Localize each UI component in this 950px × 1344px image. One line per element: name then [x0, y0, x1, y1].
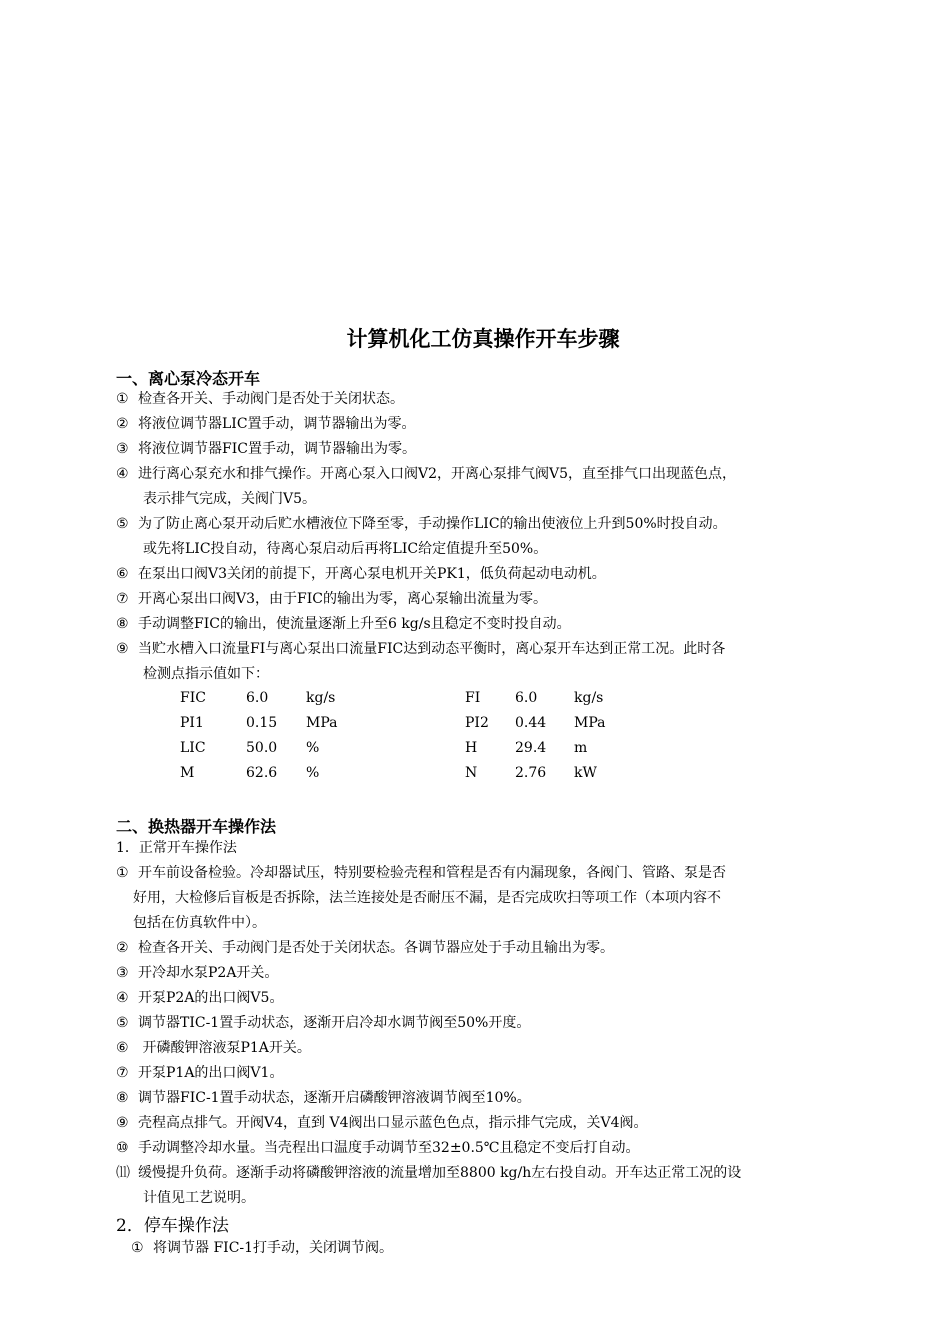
step-number: ⑥	[116, 1040, 129, 1056]
section1-heading: 一、离心泵冷态开车	[116, 369, 261, 388]
s2-step-9	[116, 1113, 648, 1133]
indicator-name: LIC	[180, 740, 206, 756]
indicator-unit: MPa	[574, 715, 606, 731]
step-text: 检查各开关、手动阀门是否处于关闭状态。各调节器应处于手动且输出为零。	[138, 940, 614, 956]
indicator-value: 0.15	[246, 715, 278, 731]
s1-step-4-continuation: 表示排气完成，关阀门V5。	[143, 491, 317, 507]
indicator-name: PI2	[465, 715, 489, 731]
indicator-name: H	[465, 740, 478, 756]
s2-step-8	[116, 1088, 531, 1108]
indicator-unit: %	[306, 765, 320, 781]
step-number: ⑨	[116, 641, 129, 657]
step-text: 将调节器 FIC-1打手动，关闭调节阀。	[153, 1240, 394, 1256]
s2-step-7	[116, 1063, 283, 1083]
s2-step-1	[116, 863, 726, 883]
indicator-unit: MPa	[306, 715, 338, 731]
step-number: ③	[116, 441, 129, 457]
step-number: ①	[116, 865, 129, 881]
indicator-unit: m	[574, 740, 588, 756]
indicator-unit: kg/s	[574, 690, 604, 706]
s1-step-7	[116, 589, 547, 609]
step-number: ⑥	[116, 566, 129, 582]
step-number: ①	[131, 1240, 144, 1256]
s1-step-9-continuation: 检测点指示值如下：	[143, 666, 269, 682]
step-number: ②	[116, 940, 129, 956]
step-text: 检查各开关、手动阀门是否处于关闭状态。	[138, 391, 404, 407]
section2-subheading-normal-start: 1．正常开车操作法	[116, 840, 237, 856]
step-text: 调节器FIC-1置手动状态，逐渐开启磷酸钾溶液调节阀至10%。	[138, 1090, 531, 1106]
s1-step-5	[116, 514, 727, 534]
s2-step-5	[116, 1013, 530, 1033]
indicator-value: 62.6	[246, 765, 278, 781]
step-number: ②	[116, 416, 129, 432]
step-number: ④	[116, 990, 129, 1006]
indicator-value: 29.4	[515, 740, 547, 756]
shutdown-step-1	[131, 1238, 393, 1258]
s2-step-1-continuation: 好用，大检修后盲板是否拆除，法兰连接处是否耐压不漏，是否完成吹扫等项工作（本项内容不	[133, 890, 721, 906]
s2-step-11	[116, 1163, 741, 1183]
s1-step-5-continuation: 或先将LIC投自动，待离心泵启动后再将LIC给定值提升至50%。	[143, 541, 548, 557]
indicator-value: 0.44	[515, 715, 547, 731]
s1-step-8	[116, 614, 571, 634]
step-text: 开冷却水泵P2A开关。	[138, 965, 279, 981]
step-number: ⑦	[116, 1065, 129, 1081]
indicator-name: FI	[465, 690, 481, 706]
s2-step-6	[116, 1038, 311, 1058]
s1-step-6	[116, 564, 606, 584]
indicator-name: PI1	[180, 715, 204, 731]
step-text: 调节器TIC-1置手动状态，逐渐开启冷却水调节阀至50%开度。	[138, 1015, 531, 1031]
s2-step-3	[116, 963, 278, 983]
indicator-name: M	[180, 765, 195, 781]
s2-step-1-continuation-2: 包括在仿真软件中）。	[133, 915, 266, 931]
section2-subheading-shutdown: 2．停车操作法	[116, 1216, 229, 1236]
indicator-unit: kg/s	[306, 690, 336, 706]
step-number: ⑤	[116, 1015, 129, 1031]
s1-step-3	[116, 439, 416, 459]
step-number: ⑦	[116, 591, 129, 607]
s2-step-2	[116, 938, 614, 958]
s1-step-9	[116, 639, 725, 659]
step-number: ⑧	[116, 616, 129, 632]
step-number: ⑧	[116, 1090, 129, 1106]
s2-step-4	[116, 988, 283, 1008]
indicator-unit: kW	[574, 765, 597, 781]
step-text: 当贮水槽入口流量FI与离心泵出口流量FIC达到动态平衡时，离心泵开车达到正常工况。此时各	[138, 641, 726, 657]
step-number: ④	[116, 466, 129, 482]
step-number: ⑤	[116, 516, 129, 532]
step-text: 开磷酸钾溶液泵P1A开关。	[138, 1040, 311, 1056]
step-text: 为了防止离心泵开动后贮水槽液位下降至零，手动操作LIC的输出使液位上升到50%时投自动。	[138, 516, 727, 532]
section2-heading: 二、换热器开车操作法	[116, 817, 277, 836]
indicator-unit: %	[306, 740, 320, 756]
document-title: 计算机化工仿真操作开车步骤	[346, 327, 620, 351]
step-text: 开泵P1A的出口阀V1。	[138, 1065, 284, 1081]
step-number: ⑾	[116, 1165, 130, 1181]
step-text: 将液位调节器FIC置手动，调节器输出为零。	[138, 441, 416, 457]
step-text: 开车前设备检验。冷却器试压，特别要检验壳程和管程是否有内漏现象，各阀门、管路、泵是否	[138, 865, 726, 881]
step-number: ①	[116, 391, 129, 407]
s1-step-2	[116, 414, 416, 434]
step-text: 手动调整冷却水量。当壳程出口温度手动调节至32±0.5℃且稳定不变后打自动。	[138, 1140, 640, 1156]
step-text: 在泵出口阀V3关闭的前提下，开离心泵电机开关PK1，低负荷起动电动机。	[138, 566, 606, 582]
step-text: 开离心泵出口阀V3，由于FIC的输出为零，离心泵输出流量为零。	[138, 591, 547, 607]
indicator-value: 6.0	[515, 690, 538, 706]
indicator-value: 50.0	[246, 740, 278, 756]
indicator-value: 6.0	[246, 690, 269, 706]
step-number: ⑨	[116, 1115, 129, 1131]
s2-step-10	[116, 1138, 639, 1158]
step-number: ③	[116, 965, 129, 981]
indicator-value: 2.76	[515, 765, 547, 781]
step-text: 壳程高点排气。开阀V4，直到 V4阀出口显示蓝色色点，指示排气完成，关V4阀。	[138, 1115, 648, 1131]
s2-step-11-continuation: 计值见工艺说明。	[143, 1190, 255, 1206]
indicator-name: FIC	[180, 690, 206, 706]
step-text: 开泵P2A的出口阀V5。	[138, 990, 284, 1006]
s1-step-1	[116, 389, 404, 409]
step-text: 缓慢提升负荷。逐渐手动将磷酸钾溶液的流量增加至8800 kg/h左右投自动。开车达正常工况的设	[138, 1165, 742, 1181]
indicator-name: N	[465, 765, 478, 781]
step-text: 进行离心泵充水和排气操作。开离心泵入口阀V2，开离心泵排气阀V5，直至排气口出现蓝色点，	[138, 466, 737, 482]
step-text: 手动调整FIC的输出，使流量逐渐上升至6 kg/s且稳定不变时投自动。	[138, 616, 571, 632]
step-number: ⑩	[116, 1140, 129, 1156]
s1-step-4	[116, 464, 736, 484]
step-text: 将液位调节器LIC置手动，调节器输出为零。	[138, 416, 416, 432]
